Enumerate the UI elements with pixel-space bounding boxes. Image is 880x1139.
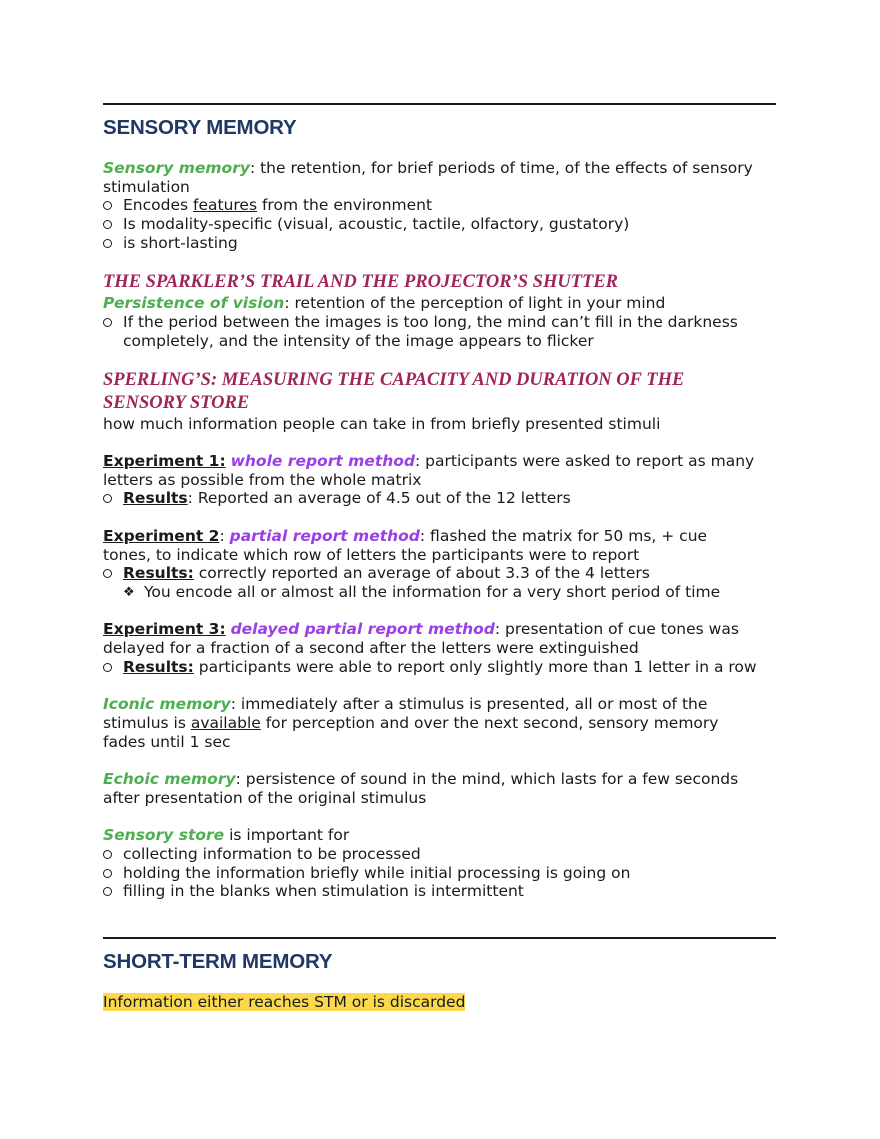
- bullet-circle-icon: [103, 850, 112, 859]
- list-item-cont: completely, and the intensity of the image appears to flicker: [123, 332, 594, 350]
- document-page: SENSORY MEMORY Sensory memory: the retention, for brief periods of time, of the effects of sensory stimulation Encodes features from the environment Is modality-specific (visual, acoustic, tactile, olfactory, gustatory) is short-lasting THE SPARKLER’S TRAIL AND THE PROJECTOR’S SHUTTER Persistence of vision: retention of the perception of light in your mind If the period between the images is too long, the mind can’t fill in the darkness completely, and the intensity of the image appears to flicker SPERLING’S: MEASURING THE CAPACITY AND DURATION OF THE SENSORY STORE how much information people can take in from briefly presented stimuli Experiment 1: whole report method: participants were asked to report as many letters as possible from the whole matrix Results: Reported an average of 4.5 out of the 12 letters Experiment 2: partial report method: flashed the matrix for 50 ms, + cue tones, to indicate which row of letters the participants were to report Results: correctly reported an average of about 3.3 of the 4 letters ❖ You encode all or almost all the information for a very short period of time Experiment 3: delayed partial report method: presentation of cue tones was delayed for a fraction of a second after the letters were extinguished Results: participants were able to report only slightly more than 1 letter in a row Iconic memory: immediately after a stimulus is presented, all or most of the stimulus is available for perception and over the next second, sensory memory fades until 1 sec Echoic memory: persistence of sound in the mind, which lasts for a few seconds after presentation of the original stimulus Sensory store is important for collecting information to be processed holding the information briefly while initial processing is going on filling in the blanks when stimulation is intermittent SHORT-TERM MEMORY Information either reaches STM or is discarded: [0, 0, 880, 1139]
- experiment-1-cont: letters as possible from the whole matrix: [103, 471, 422, 489]
- sensory-definition-cont: stimulation: [103, 178, 190, 196]
- experiment-1: Experiment 1: whole report method: participants were asked to report as many: [103, 452, 755, 470]
- bullet-circle-icon: [103, 239, 112, 248]
- bullet-circle-icon: [103, 869, 112, 878]
- echoic-definition-cont: after presentation of the original stimulus: [103, 789, 427, 807]
- highlighted-text: Information either reaches STM or is discarded: [103, 993, 466, 1011]
- persistence-definition: Persistence of vision: retention of the perception of light in your mind: [103, 294, 666, 312]
- diamond-bullet-icon: ❖: [123, 585, 135, 600]
- term-sensory-memory: Sensory memory: [103, 159, 250, 177]
- section-title-sensory: SENSORY MEMORY: [103, 116, 297, 139]
- bullet-circle-icon: [103, 887, 112, 896]
- iconic-definition-cont: fades until 1 sec: [103, 733, 231, 751]
- experiment-3: Experiment 3: delayed partial report method: presentation of cue tones was: [103, 620, 739, 638]
- echoic-definition: Echoic memory: persistence of sound in the mind, which lasts for a few seconds: [103, 770, 739, 788]
- sperling-description: how much information people can take in from briefly presented stimuli: [103, 415, 661, 433]
- bullet-circle-icon: [103, 201, 112, 210]
- section-divider: [103, 103, 776, 105]
- section-title-stm: SHORT-TERM MEMORY: [103, 950, 333, 973]
- bullet-circle-icon: [103, 494, 112, 503]
- stm-highlight-text: [103, 993, 783, 1012]
- experiment-2-cont: tones, to indicate which row of letters the participants were to report: [103, 546, 640, 564]
- iconic-definition-cont: stimulus is available for perception and over the next second, sensory memory: [103, 714, 719, 732]
- bullet-circle-icon: [103, 318, 112, 327]
- iconic-definition: Iconic memory: immediately after a stimulus is presented, all or most of the: [103, 695, 708, 713]
- experiment-2: Experiment 2: partial report method: flashed the matrix for 50 ms, + cue: [103, 527, 708, 545]
- subheading-sperling: SPERLING’S: MEASURING THE CAPACITY AND DURATION OF THE SENSORY STORE: [103, 370, 685, 413]
- bullet-circle-icon: [103, 569, 112, 578]
- subheading-sparkler: THE SPARKLER’S TRAIL AND THE PROJECTOR’S SHUTTER: [103, 272, 619, 292]
- sensory-definition: Sensory memory: the retention, for brief periods of time, of the effects of sensory: [103, 159, 753, 177]
- bullet-circle-icon: [103, 663, 112, 672]
- bullet-circle-icon: [103, 220, 112, 229]
- section-divider: [103, 937, 776, 939]
- sensory-store-intro: Sensory store is important for: [103, 826, 350, 844]
- experiment-3-cont: delayed for a fraction of a second after the letters were extinguished: [103, 639, 639, 657]
